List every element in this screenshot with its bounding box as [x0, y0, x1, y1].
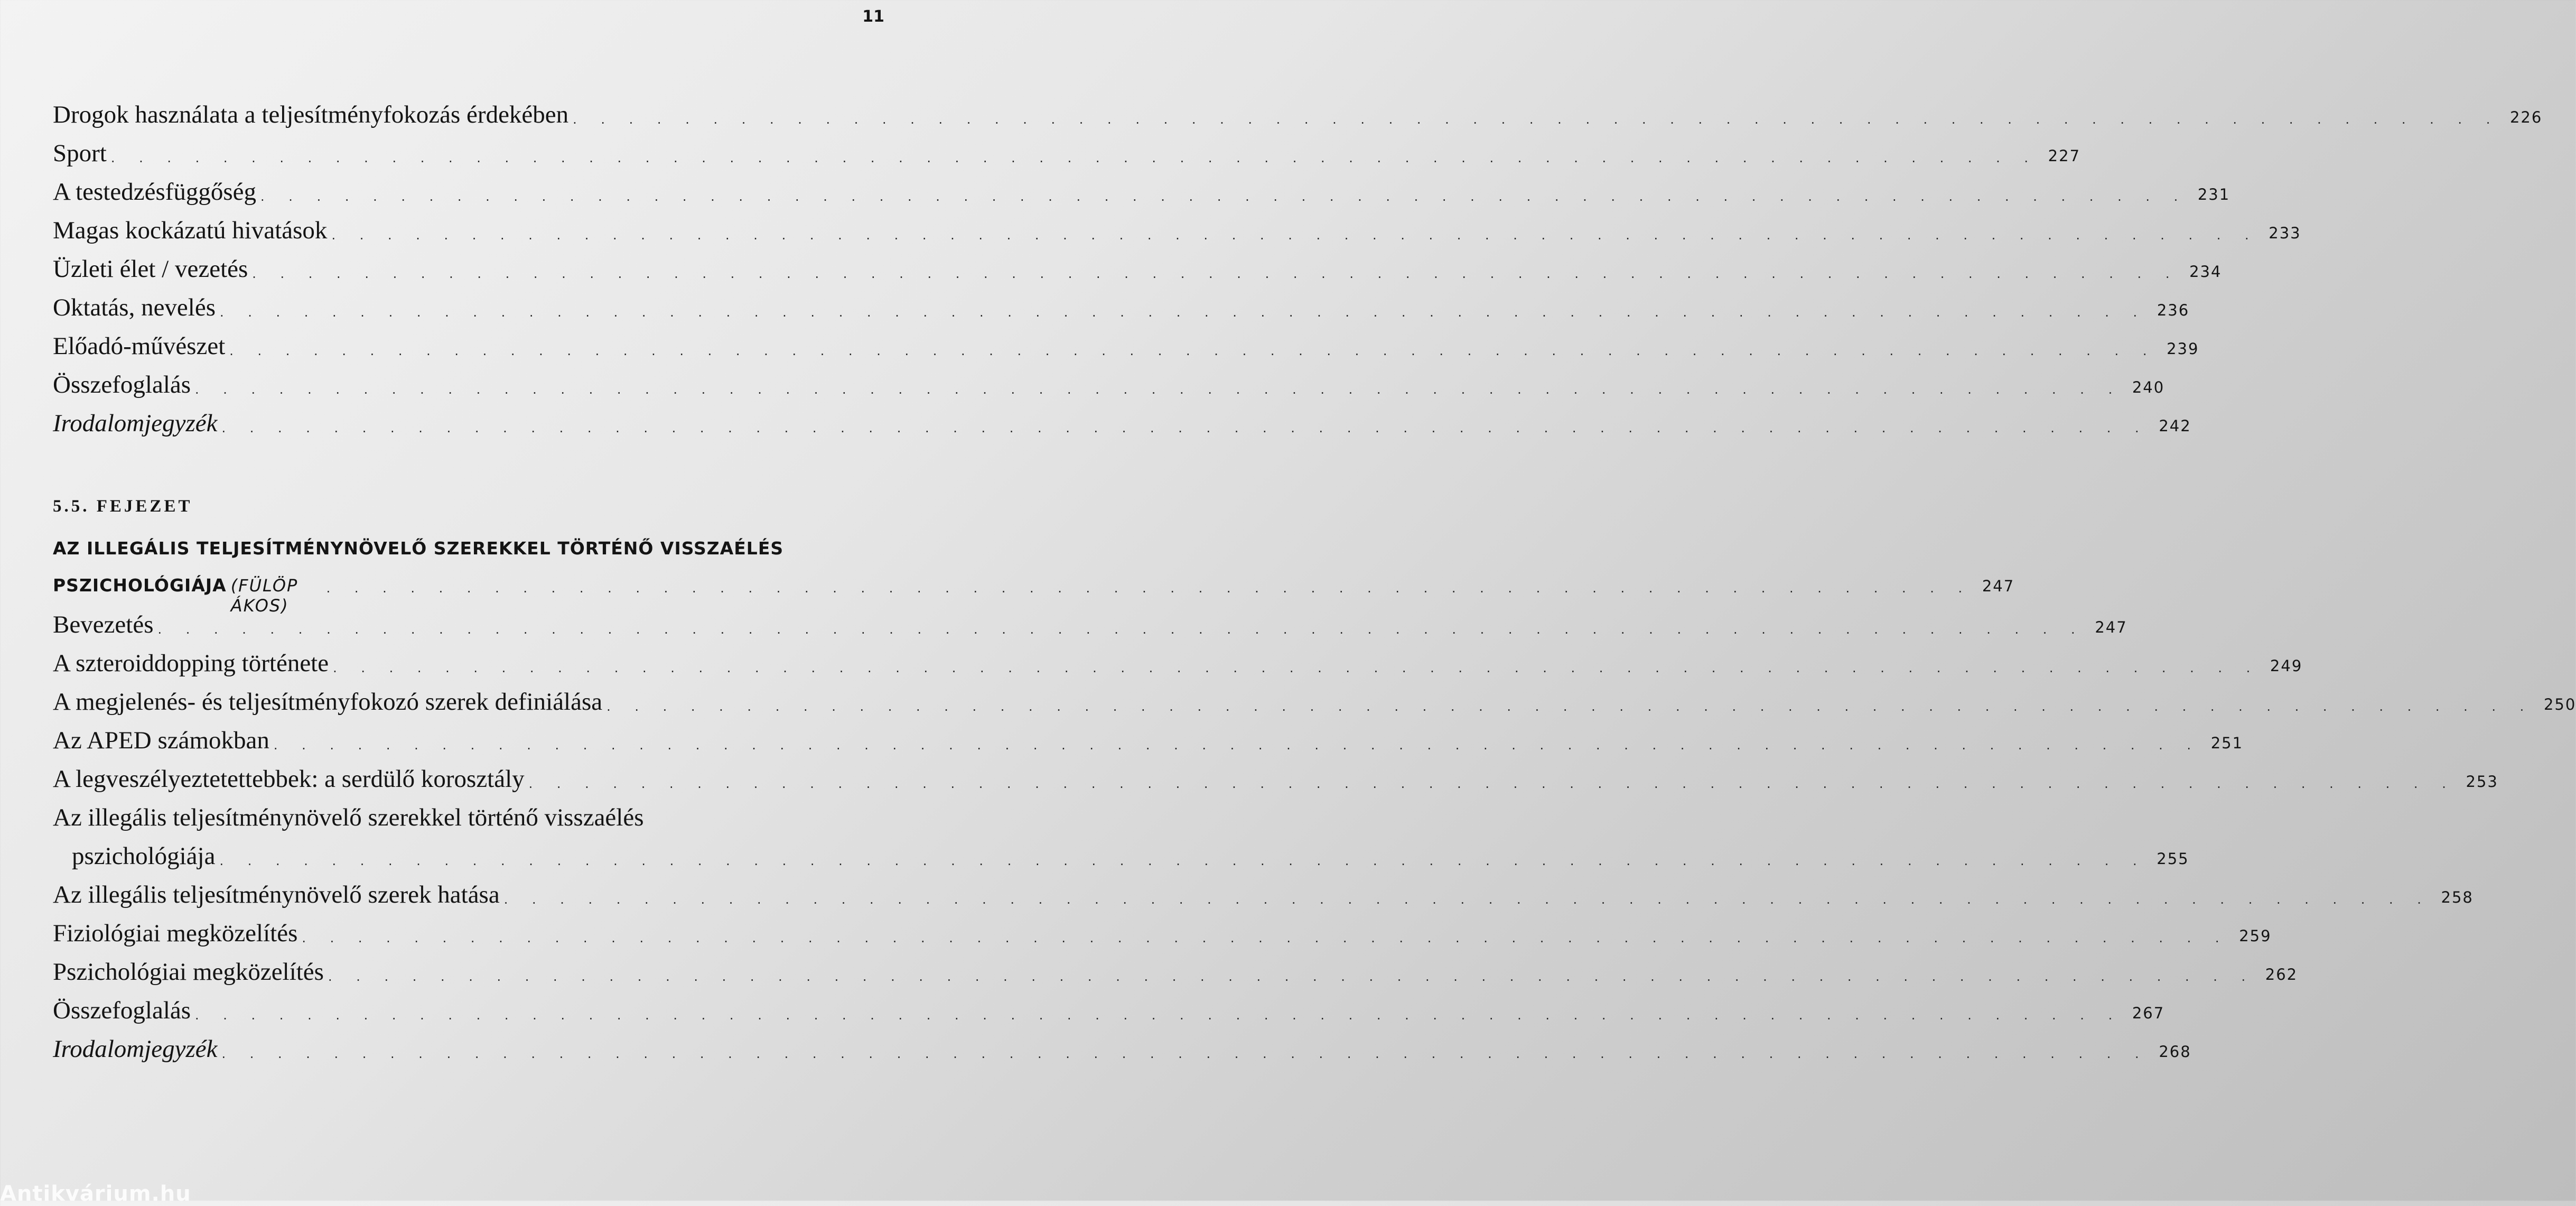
chapter-title-continued: PSZICHOLÓGIÁJA — [53, 575, 227, 596]
toc-entry — [53, 688, 2576, 719]
toc-entry-title: Előadó-művészet — [53, 332, 226, 360]
toc-entry-title: Irodalomjegyzék — [53, 410, 218, 437]
toc-entry-page: 247 — [2095, 618, 2127, 636]
toc-entry-page: 249 — [2270, 657, 2303, 675]
toc-entry-title: Az illegális teljesítménynövelő szerek hatása — [53, 881, 500, 908]
chapter-author: (FÜLÖP ÁKOS) — [230, 576, 298, 616]
toc-entry-page: 226 — [2509, 108, 2543, 126]
chapter-title: AZ ILLEGÁLIS TELJESÍTMÉNYNÖVELŐ SZEREKKEL TÖRTÉNŐ VISSZAÉLÉS — [53, 538, 784, 559]
chapter-title-row — [53, 575, 2015, 616]
toc-entry — [53, 139, 2081, 171]
leader-dots: . . . . . . . . . . . . . . . . . . . . . . . . . . . . . . . . . . . . . . . . . . . . . . . . . . . . . . . . . . . . . . . . . . . . . — [328, 969, 2256, 984]
toc-entry — [53, 332, 2199, 364]
leader-dots: . . . . . . . . . . . . . . . . . . . . . . . . . . . . . . . . . . . . . . . . . . . . . . . . . . . . . . . . . . . . . . . . . . . . . — [157, 622, 2085, 637]
toc-entry — [53, 1035, 2191, 1066]
toc-entry-page: 262 — [2265, 966, 2298, 984]
leader-dots: . . . . . . . . . . . . . . . . . . . . . . . . . . . . . . . . . . . . . . . . . . . . . . . . . . . . . . . . . . . . . . . . . . . . . — [219, 854, 2147, 868]
toc-entry — [53, 958, 2298, 989]
toc-entry — [53, 842, 2189, 874]
toc-entry-page: 259 — [2239, 927, 2272, 945]
leader-dots: . . . . . . . . . . . . . . . . . . . . . . . . . . . . . . . . . . . . . . . . . . . . . . . . . . . . . . . . . . . . . . . . . . . . . — [260, 189, 2188, 204]
toc-entry — [53, 996, 2165, 1028]
toc-entry-page: 258 — [2441, 888, 2474, 906]
toc-entry-title: Bevezetés — [53, 611, 154, 638]
leader-dots: . . . . . . . . . . . . . . . . . . . . . . . . . . . . . . . . . . . . . . . . . . . . . . . . . . . . . . . . . . . . . . . . . . . . . — [220, 305, 2148, 320]
toc-entry-title: Pszichológiai megközelítés — [53, 958, 324, 986]
toc-entry-title: Összefoglalás — [53, 371, 191, 398]
toc-entry-title: Drogok használata a teljesítményfokozás érdekében — [53, 101, 569, 128]
toc-entry-page: 236 — [2157, 301, 2190, 319]
leader-dots: . . . . . . . . . . . . . . . . . . . . . . . . . . . . . . . . . . . . . . . . . . . . . . . . . . . . . . . . . . . . . . . . . . . . . — [195, 1008, 2123, 1023]
toc-entry — [53, 370, 2165, 402]
leader-dots: . . . . . . . . . . . . . . . . . . . . . . . . . . . . . . . . . . . . . . . . . . . . . . . . . . . . . . . . . . . . . . . . . . . . . — [333, 661, 2261, 675]
leader-dots: . . . . . . . . . . . . . . . . . . . . . . . . . . . . . . . . . . . . . . . . . . . . . . . . . . . . . . . . . . . — [298, 581, 1973, 596]
leader-dots: . . . . . . . . . . . . . . . . . . . . . . . . . . . . . . . . . . . . . . . . . . . . . . . . . . . . . . . . . . . . . . . . . . . . . — [606, 699, 2534, 714]
leader-dots: . . . . . . . . . . . . . . . . . . . . . . . . . . . . . . . . . . . . . . . . . . . . . . . . . . . . . . . . . . . . . . . . . . . . . — [573, 112, 2500, 127]
toc-entry-page: 267 — [2132, 1004, 2165, 1022]
toc-entry-title: Sport — [53, 140, 107, 167]
leader-dots: . . . . . . . . . . . . . . . . . . . . . . . . . . . . . . . . . . . . . . . . . . . . . . . . . . . . . . . . . . . . . . . . . . . . . — [221, 1046, 2149, 1061]
leader-dots: . . . . . . . . . . . . . . . . . . . . . . . . . . . . . . . . . . . . . . . . . . . . . . . . . . . . . . . . . . . . . . . . . . . . . — [273, 738, 2201, 753]
toc-entry-title: Fiziológiai megközelítés — [53, 920, 298, 947]
leader-dots: . . . . . . . . . . . . . . . . . . . . . . . . . . . . . . . . . . . . . . . . . . . . . . . . . . . . . . . . . . . . . . . . . . . . . — [302, 931, 2229, 945]
toc-entry-title: A legveszélyeztetettebbek: a serdülő korosztály — [53, 765, 525, 793]
toc-entry — [53, 765, 2498, 796]
toc-entry-title: A testedzésfüggőség — [53, 178, 257, 206]
toc-entry — [53, 409, 2191, 441]
toc-entry-title: Oktatás, nevelés — [53, 294, 216, 321]
leader-dots: . . . . . . . . . . . . . . . . . . . . . . . . . . . . . . . . . . . . . . . . . . . . . . . . . . . . . . . . . . . . . . . . . . . . . — [331, 228, 2259, 243]
toc-entry-page: 239 — [2167, 340, 2199, 358]
leader-dots: . . . . . . . . . . . . . . . . . . . . . . . . . . . . . . . . . . . . . . . . . . . . . . . . . . . . . . . . . . . . . . . . . . . . . — [229, 344, 2157, 358]
toc-entry-page: 255 — [2157, 850, 2189, 868]
leader-dots: . . . . . . . . . . . . . . . . . . . . . . . . . . . . . . . . . . . . . . . . . . . . . . . . . . . . . . . . . . . . . . . . . . . . . — [195, 382, 2123, 397]
toc-entry-title-line1: Az illegális teljesítménynövelő szerekkel történő visszaélés — [53, 804, 644, 831]
toc-entry-page: 234 — [2189, 263, 2222, 281]
toc-entry-title: Magas kockázatú hivatások — [53, 217, 328, 244]
toc-entry — [53, 255, 2222, 286]
toc-entry-title: A megjelenés- és teljesítményfokozó szerek definiálása — [53, 688, 603, 716]
toc-entry — [53, 178, 2230, 209]
toc-entry-page: 231 — [2197, 185, 2230, 203]
toc-entry — [53, 649, 2303, 681]
toc-entry-title: Irodalomjegyzék — [53, 1035, 218, 1063]
toc-entry — [53, 880, 2474, 912]
chapter-label: 5.5. FEJEZET — [53, 497, 193, 516]
leader-dots: . . . . . . . . . . . . . . . . . . . . . . . . . . . . . . . . . . . . . . . . . . . . . . . . . . . . . . . . . . . . . . . . . . . . . — [252, 266, 2180, 281]
leader-dots: . . . . . . . . . . . . . . . . . . . . . . . . . . . . . . . . . . . . . . . . . . . . . . . . . . . . . . . . . . . . . . . . . . . . . — [110, 151, 2039, 165]
toc-entry — [53, 726, 2244, 758]
leader-dots: . . . . . . . . . . . . . . . . . . . . . . . . . . . . . . . . . . . . . . . . . . . . . . . . . . . . . . . . . . . . . . . . . . . . . — [221, 421, 2149, 435]
toc-entry-page: 268 — [2159, 1043, 2191, 1061]
toc-entry-title: Összefoglalás — [53, 997, 191, 1024]
toc-entry — [53, 293, 2190, 325]
toc-entry — [53, 100, 2543, 132]
page-number: 11 — [862, 7, 884, 26]
toc-entry-page: 253 — [2466, 773, 2498, 791]
leader-dots: . . . . . . . . . . . . . . . . . . . . . . . . . . . . . . . . . . . . . . . . . . . . . . . . . . . . . . . . . . . . . . . . . . . . . — [503, 892, 2431, 907]
toc-entry-page: 240 — [2132, 378, 2165, 396]
toc-entry — [53, 919, 2272, 951]
watermark: Antikvárium.hu — [0, 1182, 191, 1206]
toc-entry-title: A szteroiddopping története — [53, 650, 329, 677]
chapter-page: 247 — [1982, 577, 2015, 595]
toc-entry-page: 250 — [2543, 695, 2576, 713]
toc-entry-title: pszichológiája — [72, 842, 216, 870]
toc-entry-page: 242 — [2159, 417, 2191, 435]
toc-entry-page: 251 — [2210, 734, 2244, 752]
leader-dots: . . . . . . . . . . . . . . . . . . . . . . . . . . . . . . . . . . . . . . . . . . . . . . . . . . . . . . . . . . . . . . . . . . . . . — [528, 776, 2456, 791]
toc-entry-page: 233 — [2269, 224, 2301, 242]
toc-entry-title: Üzleti élet / vezetés — [53, 255, 248, 283]
toc-entry-title: Az APED számokban — [53, 727, 269, 754]
toc-entry — [53, 216, 2301, 248]
toc-entry — [53, 610, 2127, 642]
toc-entry-page: 227 — [2048, 147, 2081, 165]
